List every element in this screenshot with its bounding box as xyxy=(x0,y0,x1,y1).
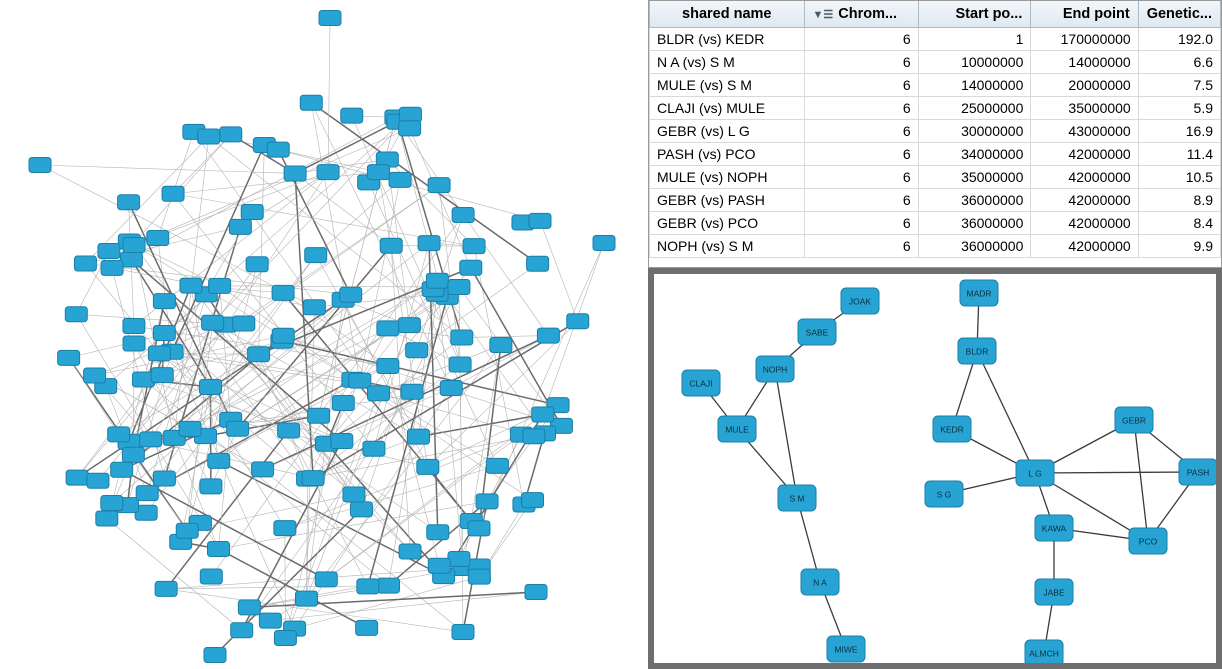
cell-end: 14000000 xyxy=(1031,51,1138,74)
cell-genetic: 8.4 xyxy=(1138,212,1220,235)
main-network-node[interactable] xyxy=(252,462,274,477)
cell-chrom: 6 xyxy=(804,143,918,166)
main-network-node[interactable] xyxy=(151,368,173,383)
cell-genetic: 8.9 xyxy=(1138,189,1220,212)
cell-genetic: 11.4 xyxy=(1138,143,1220,166)
sub-network-node-label: JABE xyxy=(1043,587,1065,598)
cell-end: 42000000 xyxy=(1031,143,1138,166)
main-network-node[interactable] xyxy=(399,544,421,559)
sub-network-node[interactable] xyxy=(1115,407,1153,433)
main-network-node[interactable] xyxy=(29,158,51,173)
main-network-node[interactable] xyxy=(452,625,474,640)
cell-shared_name: GEBR (vs) PASH xyxy=(650,189,805,212)
main-network-node[interactable] xyxy=(198,129,220,144)
main-network-node[interactable] xyxy=(74,256,96,271)
sub-network-node-label: L G xyxy=(1028,468,1042,479)
cell-end: 42000000 xyxy=(1031,189,1138,212)
main-network-node[interactable] xyxy=(202,315,224,330)
main-network-node[interactable] xyxy=(274,521,296,536)
main-network-node[interactable] xyxy=(426,273,448,288)
table-row[interactable] xyxy=(650,97,1221,120)
cell-start: 1 xyxy=(918,28,1031,51)
main-network-node[interactable] xyxy=(377,358,399,373)
main-network-node[interactable] xyxy=(448,280,470,295)
main-network-node[interactable] xyxy=(58,350,80,365)
main-network-node[interactable] xyxy=(537,328,559,343)
main-network-node[interactable] xyxy=(209,278,231,293)
main-network-node[interactable] xyxy=(380,238,402,253)
main-network-node[interactable] xyxy=(529,213,551,228)
main-network-node[interactable] xyxy=(180,278,202,293)
main-network-edge xyxy=(211,380,353,577)
cell-chrom: 6 xyxy=(804,189,918,212)
main-network-node[interactable] xyxy=(267,142,289,157)
column-header-end-point[interactable] xyxy=(1031,1,1138,28)
sub-network-node[interactable] xyxy=(756,356,794,382)
main-network-edge xyxy=(147,294,206,493)
main-network-node[interactable] xyxy=(300,95,322,110)
main-network-edge xyxy=(187,494,354,530)
main-network-node[interactable] xyxy=(123,237,145,252)
sub-network-node[interactable] xyxy=(1129,528,1167,554)
main-network-node[interactable] xyxy=(490,338,512,353)
table-row[interactable] xyxy=(650,143,1221,166)
main-network-node[interactable] xyxy=(341,108,363,123)
cell-end: 42000000 xyxy=(1031,212,1138,235)
edge-table[interactable] xyxy=(649,1,1221,258)
column-header-shared-name[interactable] xyxy=(650,1,805,28)
sub-network-node[interactable] xyxy=(958,338,996,364)
main-network-node[interactable] xyxy=(231,623,253,638)
main-network-node[interactable] xyxy=(120,252,142,267)
sub-network-node[interactable] xyxy=(1179,459,1216,485)
main-network-node[interactable] xyxy=(140,432,162,447)
main-network-node[interactable] xyxy=(84,368,106,383)
main-network-node[interactable] xyxy=(406,343,428,358)
sub-network-node[interactable] xyxy=(1035,579,1073,605)
cell-start: 36000000 xyxy=(918,212,1031,235)
main-network-node[interactable] xyxy=(417,459,439,474)
main-network-node[interactable] xyxy=(101,496,123,511)
main-network-node[interactable] xyxy=(227,421,249,436)
main-network-node[interactable] xyxy=(302,471,324,486)
sub-network-node[interactable] xyxy=(841,288,879,314)
main-network-node[interactable] xyxy=(111,462,133,477)
cell-chrom: 6 xyxy=(804,235,918,258)
sub-network-node-label: S M xyxy=(789,493,805,504)
main-network-node[interactable] xyxy=(399,107,421,122)
main-network-edge xyxy=(213,323,410,552)
main-network-node[interactable] xyxy=(567,314,589,329)
main-network-node[interactable] xyxy=(220,127,242,142)
main-network-node[interactable] xyxy=(136,486,158,501)
main-network-node[interactable] xyxy=(463,239,485,254)
cell-start: 36000000 xyxy=(918,189,1031,212)
cell-shared_name: MULE (vs) NOPH xyxy=(650,166,805,189)
sub-network-node-label: CLAJI xyxy=(689,378,713,389)
main-network-node[interactable] xyxy=(272,285,294,300)
main-network-node[interactable] xyxy=(229,219,251,234)
sub-network-node-label: NOPH xyxy=(762,364,788,375)
main-network-node[interactable] xyxy=(451,330,473,345)
main-network-node[interactable] xyxy=(343,487,365,502)
main-network-node[interactable] xyxy=(448,551,470,566)
table-row[interactable] xyxy=(650,51,1221,74)
sub-network-node[interactable] xyxy=(718,416,756,442)
table-row[interactable] xyxy=(650,212,1221,235)
sub-network-edge xyxy=(1134,420,1148,541)
cell-chrom: 6 xyxy=(804,166,918,189)
sub-network-node-label: PASH xyxy=(1186,467,1210,478)
main-network-edge xyxy=(328,18,330,172)
main-network-node[interactable] xyxy=(284,166,306,181)
column-header-label: End point xyxy=(1062,6,1130,22)
network-edge-table-panel[interactable] xyxy=(648,0,1222,268)
sub-network-edge xyxy=(1035,472,1198,473)
cell-chrom: 6 xyxy=(804,51,918,74)
cell-end: 35000000 xyxy=(1031,97,1138,120)
main-network-node[interactable] xyxy=(295,591,317,606)
main-network-node[interactable] xyxy=(200,569,222,584)
main-network-node[interactable] xyxy=(523,429,545,444)
main-network-node[interactable] xyxy=(96,511,118,526)
main-network-edge xyxy=(40,165,295,173)
cell-chrom: 6 xyxy=(804,120,918,143)
main-network-node[interactable] xyxy=(118,195,140,210)
main-network-node[interactable] xyxy=(331,434,353,449)
main-network-node[interactable] xyxy=(179,421,201,436)
sub-network-node[interactable] xyxy=(778,485,816,511)
main-network-node[interactable] xyxy=(122,447,144,462)
main-network-node[interactable] xyxy=(476,494,498,509)
main-network-node[interactable] xyxy=(208,453,230,468)
main-network-node[interactable] xyxy=(98,243,120,258)
main-network-edge xyxy=(479,243,604,528)
cell-shared_name: CLAJI (vs) MULE xyxy=(650,97,805,120)
sub-network-node-label: PCO xyxy=(1138,536,1158,547)
main-network-node[interactable] xyxy=(238,600,260,615)
cell-start: 25000000 xyxy=(918,97,1031,120)
main-network-node[interactable] xyxy=(176,523,198,538)
cell-shared_name: MULE (vs) S M xyxy=(650,74,805,97)
cell-genetic: 9.9 xyxy=(1138,235,1220,258)
sub-network-node-label: JOAK xyxy=(848,296,872,307)
main-network-edge xyxy=(85,264,159,354)
main-network-node[interactable] xyxy=(407,429,429,444)
main-network-node[interactable] xyxy=(398,318,420,333)
main-network-node[interactable] xyxy=(532,407,554,422)
table-row[interactable] xyxy=(650,74,1221,97)
sub-network-node[interactable] xyxy=(798,319,836,345)
main-network-node[interactable] xyxy=(317,165,339,180)
main-network-node[interactable] xyxy=(486,458,508,473)
sub-network-node[interactable] xyxy=(801,569,839,595)
main-network-node[interactable] xyxy=(349,373,371,388)
main-network-node[interactable] xyxy=(315,572,337,587)
main-network-node[interactable] xyxy=(66,470,88,485)
cell-end: 43000000 xyxy=(1031,120,1138,143)
cell-start: 35000000 xyxy=(918,166,1031,189)
cell-end: 170000000 xyxy=(1031,28,1138,51)
cell-chrom: 6 xyxy=(804,212,918,235)
main-network-node[interactable] xyxy=(155,581,177,596)
main-network-node[interactable] xyxy=(452,207,474,222)
main-network-node[interactable] xyxy=(363,441,385,456)
main-network-node[interactable] xyxy=(593,236,615,251)
column-header-chromosome[interactable] xyxy=(804,1,918,28)
sub-network-edge xyxy=(977,351,1035,473)
cell-genetic: 6.6 xyxy=(1138,51,1220,74)
main-network-edge xyxy=(166,586,388,589)
main-network-node[interactable] xyxy=(148,346,170,361)
main-network-node[interactable] xyxy=(153,325,175,340)
main-network-node[interactable] xyxy=(147,231,169,246)
table-row[interactable] xyxy=(650,28,1221,51)
sub-network-node[interactable] xyxy=(933,416,971,442)
cell-start: 10000000 xyxy=(918,51,1031,74)
main-network-node[interactable] xyxy=(87,473,109,488)
main-network-node[interactable] xyxy=(377,321,399,336)
cell-shared_name: N A (vs) S M xyxy=(650,51,805,74)
cell-chrom: 6 xyxy=(804,97,918,120)
table-body[interactable] xyxy=(650,28,1221,258)
main-network-node[interactable] xyxy=(246,257,268,272)
main-network-node[interactable] xyxy=(123,319,145,334)
main-network-node[interactable] xyxy=(153,294,175,309)
sub-network-node-label: KEDR xyxy=(940,424,964,435)
sub-network-node-label: MADR xyxy=(966,288,992,299)
main-network-node[interactable] xyxy=(525,585,547,600)
cell-shared_name: GEBR (vs) PCO xyxy=(650,212,805,235)
sub-network-node-label: MIWE xyxy=(834,644,858,655)
main-network-node[interactable] xyxy=(399,121,421,136)
column-header-label: Chrom... xyxy=(838,6,898,22)
cell-shared_name: PASH (vs) PCO xyxy=(650,143,805,166)
sub-network-node[interactable] xyxy=(827,636,865,662)
sub-network-node-label: S G xyxy=(936,489,952,500)
cell-genetic: 10.5 xyxy=(1138,166,1220,189)
sub-network-node[interactable] xyxy=(1025,640,1063,663)
sub-network-node[interactable] xyxy=(1016,460,1054,486)
sub-network-graph xyxy=(654,274,1216,663)
sub-network-node-label: KAWA xyxy=(1041,523,1067,534)
cell-end: 20000000 xyxy=(1031,74,1138,97)
main-network-node[interactable] xyxy=(101,260,123,275)
main-network-node[interactable] xyxy=(389,172,411,187)
main-network-node[interactable] xyxy=(274,630,296,645)
main-network-node[interactable] xyxy=(108,427,130,442)
main-network-node[interactable] xyxy=(233,316,255,331)
sub-network-canvas[interactable] xyxy=(648,268,1222,669)
main-network-node[interactable] xyxy=(460,260,482,275)
main-network-node[interactable] xyxy=(162,186,184,201)
cell-start: 36000000 xyxy=(918,235,1031,258)
cell-shared_name: NOPH (vs) S M xyxy=(650,235,805,258)
cell-genetic: 5.9 xyxy=(1138,97,1220,120)
main-network-node[interactable] xyxy=(123,336,145,351)
column-header-label: Genetic... xyxy=(1146,6,1212,22)
cell-genetic: 7.5 xyxy=(1138,74,1220,97)
main-network-node[interactable] xyxy=(153,471,175,486)
main-network-edge xyxy=(283,185,439,293)
main-network-node[interactable] xyxy=(357,579,379,594)
column-header-label: Start po... xyxy=(955,6,1023,22)
sub-network-node-label: BLDR xyxy=(965,346,989,357)
main-network-node[interactable] xyxy=(340,287,362,302)
main-network-node[interactable] xyxy=(468,521,490,536)
main-network-edge xyxy=(306,307,314,598)
cell-end: 42000000 xyxy=(1031,235,1138,258)
cell-start: 14000000 xyxy=(918,74,1031,97)
main-network-node[interactable] xyxy=(468,569,490,584)
sub-network-node[interactable] xyxy=(925,481,963,507)
sub-network-node-label: N A xyxy=(813,577,827,588)
main-network-node[interactable] xyxy=(248,347,270,362)
main-network-node[interactable] xyxy=(401,384,423,399)
column-header-start-point[interactable] xyxy=(918,1,1031,28)
cell-shared_name: BLDR (vs) KEDR xyxy=(650,28,805,51)
main-network-node[interactable] xyxy=(418,236,440,251)
main-network-node[interactable] xyxy=(368,386,390,401)
sub-network-node[interactable] xyxy=(960,280,998,306)
main-network-node[interactable] xyxy=(428,178,450,193)
table-row[interactable] xyxy=(650,235,1221,258)
main-network-node[interactable] xyxy=(377,578,399,593)
sub-network-node[interactable] xyxy=(1035,515,1073,541)
sub-network-node-label: ALMCH xyxy=(1029,648,1059,659)
sub-network-node-label: GEBR xyxy=(1121,415,1147,426)
main-network-node[interactable] xyxy=(272,328,294,343)
sub-network-node-label: SABE xyxy=(805,327,829,338)
sub-network-edge xyxy=(775,369,797,498)
main-network-node[interactable] xyxy=(522,493,544,508)
table-row[interactable] xyxy=(650,166,1221,189)
filter-icon[interactable]: ▼☰ xyxy=(812,8,834,21)
sub-network-node[interactable] xyxy=(682,370,720,396)
main-network-node[interactable] xyxy=(204,648,226,663)
main-network-node[interactable] xyxy=(367,165,389,180)
main-network-node[interactable] xyxy=(449,357,471,372)
cell-genetic: 16.9 xyxy=(1138,120,1220,143)
main-network-node[interactable] xyxy=(65,307,87,322)
main-network-node[interactable] xyxy=(319,11,341,26)
main-network-node[interactable] xyxy=(259,613,281,628)
main-network-node[interactable] xyxy=(350,502,372,517)
cell-end: 42000000 xyxy=(1031,166,1138,189)
main-network-node[interactable] xyxy=(305,248,327,263)
column-header-label: shared name xyxy=(682,6,772,22)
column-header-genetic[interactable] xyxy=(1138,1,1220,28)
main-network-node[interactable] xyxy=(440,381,462,396)
cell-chrom: 6 xyxy=(804,28,918,51)
main-network-node[interactable] xyxy=(332,395,354,410)
main-network-node[interactable] xyxy=(428,558,450,573)
table-row[interactable] xyxy=(650,189,1221,212)
main-network-node[interactable] xyxy=(241,205,263,220)
main-network-node[interactable] xyxy=(207,541,229,556)
main-network-node[interactable] xyxy=(278,423,300,438)
main-network-node[interactable] xyxy=(527,256,549,271)
table-row[interactable] xyxy=(650,120,1221,143)
cell-chrom: 6 xyxy=(804,74,918,97)
main-network-node[interactable] xyxy=(356,620,378,635)
cell-genetic: 192.0 xyxy=(1138,28,1220,51)
main-network-node[interactable] xyxy=(200,479,222,494)
main-network-node[interactable] xyxy=(199,380,221,395)
cell-start: 30000000 xyxy=(918,120,1031,143)
main-network-node[interactable] xyxy=(308,408,330,423)
sub-network-node-label: MULE xyxy=(725,424,749,435)
main-network-node[interactable] xyxy=(303,300,325,315)
main-network-edge xyxy=(173,172,378,194)
table-header-row xyxy=(650,1,1221,28)
cell-shared_name: GEBR (vs) L G xyxy=(650,120,805,143)
cell-start: 34000000 xyxy=(918,143,1031,166)
main-network-node[interactable] xyxy=(427,525,449,540)
